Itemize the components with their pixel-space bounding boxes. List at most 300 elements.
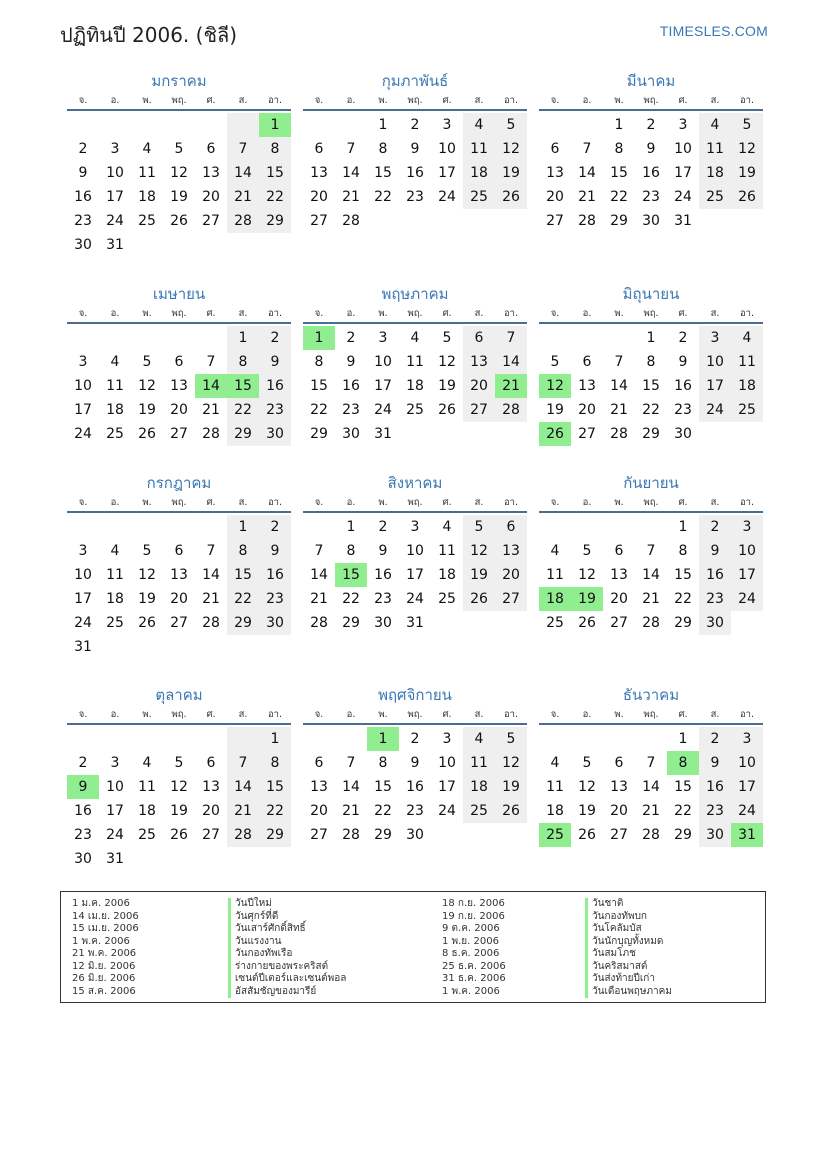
day-cell[interactable]: 9 bbox=[646, 141, 656, 157]
day-cell[interactable]: 2 bbox=[410, 117, 420, 133]
day-cell[interactable]: 4 bbox=[110, 543, 120, 559]
day-cell[interactable]: 15 bbox=[227, 563, 259, 587]
day-cell[interactable]: 12 bbox=[539, 374, 571, 398]
day-cell[interactable]: 7 bbox=[227, 137, 259, 161]
day-cell[interactable]: 23 bbox=[342, 402, 360, 418]
day-cell[interactable]: 23 bbox=[674, 402, 692, 418]
day-cell[interactable]: 19 bbox=[571, 587, 603, 611]
day-cell[interactable]: 22 bbox=[674, 591, 692, 607]
day-cell[interactable]: 27 bbox=[610, 615, 628, 631]
day-cell[interactable]: 6 bbox=[463, 326, 495, 350]
day-cell[interactable]: 17 bbox=[74, 591, 92, 607]
day-cell[interactable]: 15 bbox=[610, 165, 628, 181]
day-cell[interactable]: 5 bbox=[174, 755, 184, 771]
day-cell[interactable]: 12 bbox=[170, 779, 188, 795]
day-cell[interactable]: 28 bbox=[342, 827, 360, 843]
day-cell[interactable]: 4 bbox=[142, 755, 152, 771]
day-cell[interactable]: 6 bbox=[206, 141, 216, 157]
day-cell[interactable]: 20 bbox=[170, 402, 188, 418]
day-cell[interactable]: 12 bbox=[138, 567, 156, 583]
day-cell[interactable]: 22 bbox=[342, 591, 360, 607]
day-cell[interactable]: 1 bbox=[259, 727, 291, 751]
day-cell[interactable]: 29 bbox=[310, 426, 328, 442]
day-cell[interactable]: 7 bbox=[646, 543, 656, 559]
day-cell[interactable]: 26 bbox=[495, 799, 527, 823]
day-cell[interactable]: 20 bbox=[495, 563, 527, 587]
day-cell[interactable]: 5 bbox=[463, 515, 495, 539]
day-cell[interactable]: 7 bbox=[495, 326, 527, 350]
day-cell[interactable]: 1 bbox=[646, 330, 656, 346]
day-cell[interactable]: 11 bbox=[731, 350, 763, 374]
day-cell[interactable]: 22 bbox=[310, 402, 328, 418]
day-cell[interactable]: 14 bbox=[310, 567, 328, 583]
day-cell[interactable]: 10 bbox=[731, 539, 763, 563]
day-cell[interactable]: 16 bbox=[342, 378, 360, 394]
day-cell[interactable]: 13 bbox=[310, 779, 328, 795]
day-cell[interactable]: 29 bbox=[374, 827, 392, 843]
day-cell[interactable]: 24 bbox=[438, 803, 456, 819]
day-cell[interactable]: 24 bbox=[731, 799, 763, 823]
day-cell[interactable]: 20 bbox=[170, 591, 188, 607]
day-cell[interactable]: 17 bbox=[106, 189, 124, 205]
day-cell[interactable]: 14 bbox=[642, 567, 660, 583]
day-cell[interactable]: 11 bbox=[138, 165, 156, 181]
day-cell[interactable]: 16 bbox=[406, 165, 424, 181]
day-cell[interactable]: 15 bbox=[642, 378, 660, 394]
day-cell[interactable]: 10 bbox=[374, 354, 392, 370]
day-cell[interactable]: 27 bbox=[578, 426, 596, 442]
day-cell[interactable]: 13 bbox=[310, 165, 328, 181]
day-cell[interactable]: 20 bbox=[202, 189, 220, 205]
day-cell[interactable]: 9 bbox=[699, 539, 731, 563]
day-cell[interactable]: 6 bbox=[206, 755, 216, 771]
day-cell[interactable]: 31 bbox=[674, 213, 692, 229]
day-cell[interactable]: 13 bbox=[546, 165, 564, 181]
day-cell[interactable]: 28 bbox=[495, 398, 527, 422]
day-cell[interactable]: 7 bbox=[206, 354, 216, 370]
day-cell[interactable]: 8 bbox=[378, 141, 388, 157]
day-cell[interactable]: 24 bbox=[106, 213, 124, 229]
day-cell[interactable]: 25 bbox=[106, 426, 124, 442]
day-cell[interactable]: 30 bbox=[674, 426, 692, 442]
day-cell[interactable]: 25 bbox=[699, 185, 731, 209]
day-cell[interactable]: 26 bbox=[731, 185, 763, 209]
day-cell[interactable]: 20 bbox=[310, 803, 328, 819]
day-cell[interactable]: 4 bbox=[110, 354, 120, 370]
day-cell[interactable]: 22 bbox=[374, 803, 392, 819]
day-cell[interactable]: 8 bbox=[378, 755, 388, 771]
day-cell[interactable]: 18 bbox=[463, 161, 495, 185]
day-cell[interactable]: 4 bbox=[550, 755, 560, 771]
day-cell[interactable]: 3 bbox=[731, 727, 763, 751]
day-cell[interactable]: 3 bbox=[110, 141, 120, 157]
day-cell[interactable]: 18 bbox=[699, 161, 731, 185]
day-cell[interactable]: 18 bbox=[731, 374, 763, 398]
day-cell[interactable]: 11 bbox=[463, 751, 495, 775]
day-cell[interactable]: 11 bbox=[106, 567, 124, 583]
day-cell[interactable]: 4 bbox=[699, 113, 731, 137]
day-cell[interactable]: 2 bbox=[699, 727, 731, 751]
day-cell[interactable]: 10 bbox=[438, 755, 456, 771]
day-cell[interactable]: 13 bbox=[610, 779, 628, 795]
day-cell[interactable]: 22 bbox=[610, 189, 628, 205]
day-cell[interactable]: 25 bbox=[138, 213, 156, 229]
day-cell[interactable]: 2 bbox=[78, 141, 88, 157]
day-cell[interactable]: 25 bbox=[106, 615, 124, 631]
day-cell[interactable]: 27 bbox=[202, 827, 220, 843]
day-cell[interactable]: 6 bbox=[614, 543, 624, 559]
day-cell[interactable]: 15 bbox=[374, 165, 392, 181]
day-cell[interactable]: 14 bbox=[495, 350, 527, 374]
day-cell[interactable]: 26 bbox=[138, 426, 156, 442]
day-cell[interactable]: 17 bbox=[438, 779, 456, 795]
day-cell[interactable]: 20 bbox=[610, 591, 628, 607]
day-cell[interactable]: 26 bbox=[170, 827, 188, 843]
day-cell[interactable]: 1 bbox=[227, 326, 259, 350]
day-cell[interactable]: 20 bbox=[463, 374, 495, 398]
day-cell[interactable]: 7 bbox=[582, 141, 592, 157]
day-cell[interactable]: 6 bbox=[174, 543, 184, 559]
day-cell[interactable]: 18 bbox=[106, 402, 124, 418]
day-cell[interactable]: 8 bbox=[614, 141, 624, 157]
day-cell[interactable]: 17 bbox=[674, 165, 692, 181]
day-cell[interactable]: 21 bbox=[227, 799, 259, 823]
day-cell[interactable]: 27 bbox=[202, 213, 220, 229]
day-cell[interactable]: 8 bbox=[346, 543, 356, 559]
day-cell[interactable]: 9 bbox=[259, 350, 291, 374]
day-cell[interactable]: 25 bbox=[406, 402, 424, 418]
day-cell[interactable]: 13 bbox=[170, 567, 188, 583]
day-cell[interactable]: 1 bbox=[303, 326, 335, 350]
day-cell[interactable]: 15 bbox=[674, 567, 692, 583]
day-cell[interactable]: 19 bbox=[138, 591, 156, 607]
day-cell[interactable]: 3 bbox=[110, 755, 120, 771]
day-cell[interactable]: 28 bbox=[642, 827, 660, 843]
day-cell[interactable]: 3 bbox=[410, 519, 420, 535]
day-cell[interactable]: 19 bbox=[731, 161, 763, 185]
day-cell[interactable]: 10 bbox=[699, 350, 731, 374]
day-cell[interactable]: 7 bbox=[614, 354, 624, 370]
day-cell[interactable]: 12 bbox=[578, 567, 596, 583]
day-cell[interactable]: 21 bbox=[202, 591, 220, 607]
day-cell[interactable]: 27 bbox=[546, 213, 564, 229]
day-cell[interactable]: 3 bbox=[378, 330, 388, 346]
day-cell[interactable]: 17 bbox=[731, 563, 763, 587]
day-cell[interactable]: 1 bbox=[378, 117, 388, 133]
day-cell[interactable]: 19 bbox=[170, 189, 188, 205]
day-cell[interactable]: 1 bbox=[259, 113, 291, 137]
day-cell[interactable]: 2 bbox=[259, 515, 291, 539]
day-cell[interactable]: 28 bbox=[310, 615, 328, 631]
day-cell[interactable]: 11 bbox=[699, 137, 731, 161]
day-cell[interactable]: 25 bbox=[546, 615, 564, 631]
day-cell[interactable]: 15 bbox=[674, 779, 692, 795]
day-cell[interactable]: 16 bbox=[259, 563, 291, 587]
day-cell[interactable]: 21 bbox=[310, 591, 328, 607]
day-cell[interactable]: 17 bbox=[106, 803, 124, 819]
day-cell[interactable]: 27 bbox=[495, 587, 527, 611]
day-cell[interactable]: 18 bbox=[539, 587, 571, 611]
day-cell[interactable]: 24 bbox=[438, 189, 456, 205]
day-cell[interactable]: 10 bbox=[674, 141, 692, 157]
day-cell[interactable]: 17 bbox=[74, 402, 92, 418]
day-cell[interactable]: 29 bbox=[259, 823, 291, 847]
day-cell[interactable]: 4 bbox=[550, 543, 560, 559]
day-cell[interactable]: 26 bbox=[438, 402, 456, 418]
day-cell[interactable]: 21 bbox=[642, 803, 660, 819]
day-cell[interactable]: 15 bbox=[259, 161, 291, 185]
day-cell[interactable]: 4 bbox=[142, 141, 152, 157]
day-cell[interactable]: 8 bbox=[646, 354, 656, 370]
day-cell[interactable]: 12 bbox=[438, 354, 456, 370]
day-cell[interactable]: 18 bbox=[138, 803, 156, 819]
day-cell[interactable]: 24 bbox=[699, 398, 731, 422]
day-cell[interactable]: 23 bbox=[259, 398, 291, 422]
day-cell[interactable]: 12 bbox=[495, 137, 527, 161]
day-cell[interactable]: 2 bbox=[378, 519, 388, 535]
day-cell[interactable]: 12 bbox=[170, 165, 188, 181]
day-cell[interactable]: 17 bbox=[406, 567, 424, 583]
day-cell[interactable]: 20 bbox=[546, 189, 564, 205]
day-cell[interactable]: 21 bbox=[202, 402, 220, 418]
day-cell[interactable]: 15 bbox=[259, 775, 291, 799]
day-cell[interactable]: 28 bbox=[227, 209, 259, 233]
day-cell[interactable]: 31 bbox=[406, 615, 424, 631]
day-cell[interactable]: 25 bbox=[438, 591, 456, 607]
day-cell[interactable]: 13 bbox=[578, 378, 596, 394]
day-cell[interactable]: 23 bbox=[642, 189, 660, 205]
day-cell[interactable]: 15 bbox=[227, 374, 259, 398]
day-cell[interactable]: 11 bbox=[546, 567, 564, 583]
day-cell[interactable]: 9 bbox=[67, 775, 99, 799]
day-cell[interactable]: 16 bbox=[259, 374, 291, 398]
day-cell[interactable]: 1 bbox=[678, 519, 688, 535]
day-cell[interactable]: 24 bbox=[106, 827, 124, 843]
day-cell[interactable]: 21 bbox=[642, 591, 660, 607]
day-cell[interactable]: 3 bbox=[78, 543, 88, 559]
day-cell[interactable]: 29 bbox=[342, 615, 360, 631]
day-cell[interactable]: 31 bbox=[106, 237, 124, 253]
day-cell[interactable]: 13 bbox=[170, 378, 188, 394]
day-cell[interactable]: 22 bbox=[674, 803, 692, 819]
day-cell[interactable]: 24 bbox=[74, 615, 92, 631]
day-cell[interactable]: 3 bbox=[699, 326, 731, 350]
day-cell[interactable]: 23 bbox=[259, 587, 291, 611]
day-cell[interactable]: 21 bbox=[227, 185, 259, 209]
day-cell[interactable]: 10 bbox=[731, 751, 763, 775]
day-cell[interactable]: 2 bbox=[699, 515, 731, 539]
day-cell[interactable]: 16 bbox=[674, 378, 692, 394]
day-cell[interactable]: 21 bbox=[578, 189, 596, 205]
day-cell[interactable]: 29 bbox=[642, 426, 660, 442]
day-cell[interactable]: 13 bbox=[610, 567, 628, 583]
day-cell[interactable]: 27 bbox=[170, 426, 188, 442]
day-cell[interactable]: 3 bbox=[731, 515, 763, 539]
day-cell[interactable]: 1 bbox=[346, 519, 356, 535]
day-cell[interactable]: 24 bbox=[74, 426, 92, 442]
day-cell[interactable]: 16 bbox=[74, 803, 92, 819]
day-cell[interactable]: 19 bbox=[170, 803, 188, 819]
day-cell[interactable]: 8 bbox=[259, 751, 291, 775]
day-cell[interactable]: 20 bbox=[202, 803, 220, 819]
day-cell[interactable]: 27 bbox=[610, 827, 628, 843]
day-cell[interactable]: 28 bbox=[227, 823, 259, 847]
day-cell[interactable]: 7 bbox=[314, 543, 324, 559]
day-cell[interactable]: 28 bbox=[610, 426, 628, 442]
day-cell[interactable]: 24 bbox=[674, 189, 692, 205]
day-cell[interactable]: 25 bbox=[731, 398, 763, 422]
day-cell[interactable]: 14 bbox=[578, 165, 596, 181]
day-cell[interactable]: 10 bbox=[106, 165, 124, 181]
day-cell[interactable]: 13 bbox=[202, 779, 220, 795]
day-cell[interactable]: 26 bbox=[539, 422, 571, 446]
day-cell[interactable]: 1 bbox=[227, 515, 259, 539]
day-cell[interactable]: 12 bbox=[495, 751, 527, 775]
day-cell[interactable]: 12 bbox=[463, 539, 495, 563]
day-cell[interactable]: 2 bbox=[259, 326, 291, 350]
day-cell[interactable]: 2 bbox=[78, 755, 88, 771]
day-cell[interactable]: 29 bbox=[259, 209, 291, 233]
day-cell[interactable]: 9 bbox=[346, 354, 356, 370]
day-cell[interactable]: 21 bbox=[495, 374, 527, 398]
day-cell[interactable]: 10 bbox=[74, 567, 92, 583]
day-cell[interactable]: 14 bbox=[202, 567, 220, 583]
day-cell[interactable]: 19 bbox=[138, 402, 156, 418]
day-cell[interactable]: 12 bbox=[578, 779, 596, 795]
day-cell[interactable]: 18 bbox=[406, 378, 424, 394]
day-cell[interactable]: 1 bbox=[614, 117, 624, 133]
day-cell[interactable]: 7 bbox=[227, 751, 259, 775]
day-cell[interactable]: 6 bbox=[550, 141, 560, 157]
day-cell[interactable]: 9 bbox=[699, 751, 731, 775]
day-cell[interactable]: 23 bbox=[74, 213, 92, 229]
day-cell[interactable]: 18 bbox=[438, 567, 456, 583]
day-cell[interactable]: 20 bbox=[578, 402, 596, 418]
day-cell[interactable]: 17 bbox=[731, 775, 763, 799]
day-cell[interactable]: 6 bbox=[495, 515, 527, 539]
day-cell[interactable]: 7 bbox=[206, 543, 216, 559]
day-cell[interactable]: 10 bbox=[438, 141, 456, 157]
day-cell[interactable]: 25 bbox=[463, 185, 495, 209]
day-cell[interactable]: 10 bbox=[406, 543, 424, 559]
day-cell[interactable]: 25 bbox=[463, 799, 495, 823]
day-cell[interactable]: 1 bbox=[367, 727, 399, 751]
day-cell[interactable]: 11 bbox=[546, 779, 564, 795]
day-cell[interactable]: 27 bbox=[310, 827, 328, 843]
day-cell[interactable]: 11 bbox=[106, 378, 124, 394]
day-cell[interactable]: 5 bbox=[582, 543, 592, 559]
day-cell[interactable]: 6 bbox=[582, 354, 592, 370]
day-cell[interactable]: 30 bbox=[342, 426, 360, 442]
day-cell[interactable]: 8 bbox=[227, 350, 259, 374]
day-cell[interactable]: 11 bbox=[438, 543, 456, 559]
day-cell[interactable]: 14 bbox=[610, 378, 628, 394]
day-cell[interactable]: 1 bbox=[678, 731, 688, 747]
day-cell[interactable]: 19 bbox=[438, 378, 456, 394]
day-cell[interactable]: 26 bbox=[495, 185, 527, 209]
day-cell[interactable]: 27 bbox=[463, 398, 495, 422]
day-cell[interactable]: 27 bbox=[170, 615, 188, 631]
day-cell[interactable]: 6 bbox=[614, 755, 624, 771]
day-cell[interactable]: 23 bbox=[406, 803, 424, 819]
day-cell[interactable]: 9 bbox=[259, 539, 291, 563]
day-cell[interactable]: 9 bbox=[678, 354, 688, 370]
day-cell[interactable]: 30 bbox=[406, 827, 424, 843]
day-cell[interactable]: 4 bbox=[442, 519, 452, 535]
day-cell[interactable]: 4 bbox=[410, 330, 420, 346]
brand-link[interactable]: TIMESLES.COM bbox=[659, 23, 768, 39]
day-cell[interactable]: 16 bbox=[642, 165, 660, 181]
day-cell[interactable]: 16 bbox=[699, 563, 731, 587]
day-cell[interactable]: 31 bbox=[106, 851, 124, 867]
day-cell[interactable]: 5 bbox=[142, 543, 152, 559]
day-cell[interactable]: 22 bbox=[259, 185, 291, 209]
day-cell[interactable]: 26 bbox=[138, 615, 156, 631]
day-cell[interactable]: 7 bbox=[346, 141, 356, 157]
day-cell[interactable]: 20 bbox=[610, 803, 628, 819]
day-cell[interactable]: 9 bbox=[378, 543, 388, 559]
day-cell[interactable]: 17 bbox=[374, 378, 392, 394]
day-cell[interactable]: 29 bbox=[227, 422, 259, 446]
day-cell[interactable]: 29 bbox=[674, 827, 692, 843]
day-cell[interactable]: 5 bbox=[550, 354, 560, 370]
day-cell[interactable]: 28 bbox=[578, 213, 596, 229]
day-cell[interactable]: 30 bbox=[74, 851, 92, 867]
day-cell[interactable]: 29 bbox=[610, 213, 628, 229]
day-cell[interactable]: 25 bbox=[539, 823, 571, 847]
day-cell[interactable]: 20 bbox=[310, 189, 328, 205]
day-cell[interactable]: 5 bbox=[142, 354, 152, 370]
day-cell[interactable]: 27 bbox=[310, 213, 328, 229]
day-cell[interactable]: 24 bbox=[406, 591, 424, 607]
day-cell[interactable]: 8 bbox=[314, 354, 324, 370]
day-cell[interactable]: 5 bbox=[442, 330, 452, 346]
day-cell[interactable]: 15 bbox=[374, 779, 392, 795]
day-cell[interactable]: 12 bbox=[731, 137, 763, 161]
day-cell[interactable]: 22 bbox=[374, 189, 392, 205]
day-cell[interactable]: 11 bbox=[138, 779, 156, 795]
day-cell[interactable]: 4 bbox=[463, 727, 495, 751]
day-cell[interactable]: 2 bbox=[646, 117, 656, 133]
day-cell[interactable]: 19 bbox=[495, 775, 527, 799]
day-cell[interactable]: 18 bbox=[463, 775, 495, 799]
day-cell[interactable]: 8 bbox=[667, 751, 699, 775]
day-cell[interactable]: 8 bbox=[227, 539, 259, 563]
day-cell[interactable]: 23 bbox=[699, 799, 731, 823]
day-cell[interactable]: 18 bbox=[546, 803, 564, 819]
day-cell[interactable]: 8 bbox=[678, 543, 688, 559]
day-cell[interactable]: 14 bbox=[227, 775, 259, 799]
day-cell[interactable]: 28 bbox=[202, 426, 220, 442]
day-cell[interactable]: 6 bbox=[314, 755, 324, 771]
day-cell[interactable]: 30 bbox=[699, 611, 731, 635]
day-cell[interactable]: 30 bbox=[259, 422, 291, 446]
day-cell[interactable]: 19 bbox=[495, 161, 527, 185]
day-cell[interactable]: 23 bbox=[699, 587, 731, 611]
day-cell[interactable]: 16 bbox=[74, 189, 92, 205]
day-cell[interactable]: 3 bbox=[442, 731, 452, 747]
day-cell[interactable]: 2 bbox=[346, 330, 356, 346]
day-cell[interactable]: 14 bbox=[642, 779, 660, 795]
day-cell[interactable]: 22 bbox=[642, 402, 660, 418]
day-cell[interactable]: 28 bbox=[642, 615, 660, 631]
day-cell[interactable]: 30 bbox=[642, 213, 660, 229]
day-cell[interactable]: 28 bbox=[342, 213, 360, 229]
day-cell[interactable]: 23 bbox=[406, 189, 424, 205]
day-cell[interactable]: 2 bbox=[410, 731, 420, 747]
day-cell[interactable]: 29 bbox=[227, 611, 259, 635]
day-cell[interactable]: 18 bbox=[106, 591, 124, 607]
